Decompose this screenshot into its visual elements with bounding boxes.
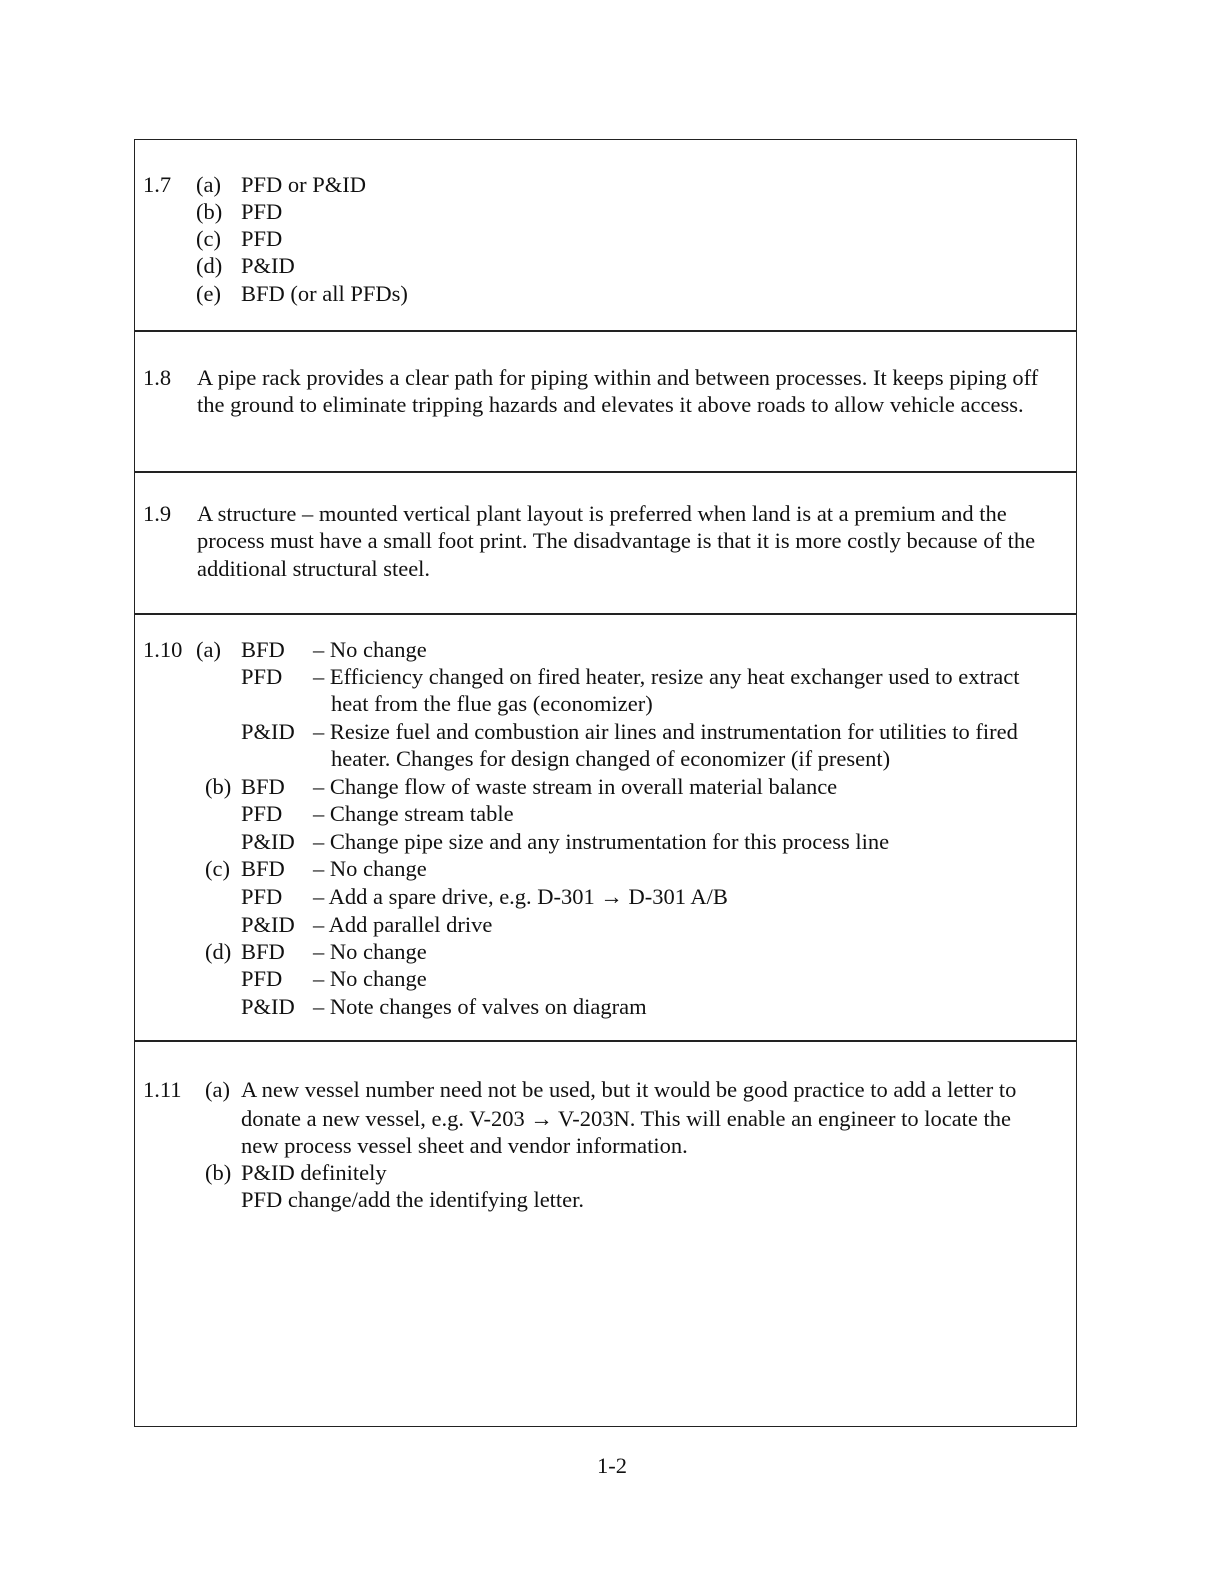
- question-number: 1.7: [143, 172, 172, 197]
- answer-line: donate a new vessel, e.g. V-203 → V-203N. This will enable an engineer to locate the: [241, 1106, 1012, 1131]
- question-number: 1.9: [143, 501, 172, 526]
- answer-frame: [134, 139, 1077, 1427]
- section-1-8: [135, 330, 1076, 473]
- diagram-type: P&ID: [241, 829, 295, 854]
- item-text: BFD (or all PFDs): [241, 281, 408, 306]
- diagram-type: P&ID: [241, 994, 295, 1019]
- diagram-type: P&ID: [241, 912, 295, 937]
- diagram-type: BFD: [241, 774, 285, 799]
- change-text: – Resize fuel and combustion air lines and instrumentation for utilities to fired: [313, 719, 1018, 744]
- change-text: – Change stream table: [313, 801, 514, 826]
- item-label: (d): [196, 253, 223, 278]
- diagram-type: PFD: [241, 966, 283, 991]
- question-number: 1.8: [143, 365, 172, 390]
- part-label: (b): [205, 774, 232, 799]
- item-text: PFD or P&ID: [241, 172, 367, 197]
- section-1-7: [135, 140, 1076, 330]
- diagram-type: PFD: [241, 801, 283, 826]
- diagram-type: P&ID: [241, 719, 295, 744]
- diagram-type: PFD: [241, 884, 283, 909]
- change-text: – Add parallel drive: [313, 912, 493, 937]
- part-label: (d): [205, 939, 232, 964]
- part-label: (c): [205, 856, 230, 881]
- change-text: – Change pipe size and any instrumentation for this process line: [313, 829, 890, 854]
- part-label: (b): [205, 1160, 232, 1185]
- item-label: (a): [196, 172, 221, 197]
- change-text-continued: heat from the flue gas (economizer): [331, 691, 653, 716]
- section-1-10: [135, 613, 1076, 1042]
- part-label: (a): [196, 637, 221, 662]
- change-text: – No change: [313, 939, 427, 964]
- diagram-type: BFD: [241, 939, 285, 964]
- item-text: P&ID: [241, 253, 295, 278]
- answer-paragraph: A pipe rack provides a clear path for piping within and between processes. It keeps piping off the ground to eliminate tripping hazards and elevates it above roads to allow vehicle access.: [197, 365, 1039, 418]
- answer-line: PFD change/add the identifying letter.: [241, 1187, 585, 1212]
- item-text: PFD: [241, 226, 283, 251]
- part-label: (a): [205, 1077, 230, 1102]
- change-text: – Efficiency changed on fired heater, resize any heat exchanger used to extract: [313, 664, 1020, 689]
- item-label: (b): [196, 199, 223, 224]
- diagram-type: BFD: [241, 637, 285, 662]
- section-1-11: [135, 1040, 1076, 1426]
- change-text: – No change: [313, 856, 427, 881]
- change-text: – No change: [313, 966, 427, 991]
- question-number: 1.10: [143, 637, 183, 662]
- answer-paragraph: A structure – mounted vertical plant layout is preferred when land is at a premium and the process must have a small foot print. The disadvantage is that it is more costly because of the additional structural steel.: [197, 501, 1036, 581]
- question-number: 1.11: [143, 1077, 182, 1102]
- change-text: – Add a spare drive, e.g. D-301 → D-301 A/B: [313, 884, 728, 909]
- change-text: – Note changes of valves on diagram: [313, 994, 647, 1019]
- page-number: 1-2: [597, 1453, 627, 1478]
- change-text: – No change: [313, 637, 427, 662]
- answer-line: new process vessel sheet and vendor information.: [241, 1133, 688, 1158]
- answer-line: P&ID definitely: [241, 1160, 387, 1185]
- answer-line: A new vessel number need not be used, but it would be good practice to add a letter to: [241, 1077, 1017, 1102]
- section-1-9: [135, 471, 1076, 615]
- item-text: PFD: [241, 199, 283, 224]
- item-label: (e): [196, 281, 221, 306]
- item-label: (c): [196, 226, 221, 251]
- diagram-type: BFD: [241, 856, 285, 881]
- change-text-continued: heater. Changes for design changed of economizer (if present): [331, 746, 891, 771]
- diagram-type: PFD: [241, 664, 283, 689]
- change-text: – Change flow of waste stream in overall material balance: [313, 774, 838, 799]
